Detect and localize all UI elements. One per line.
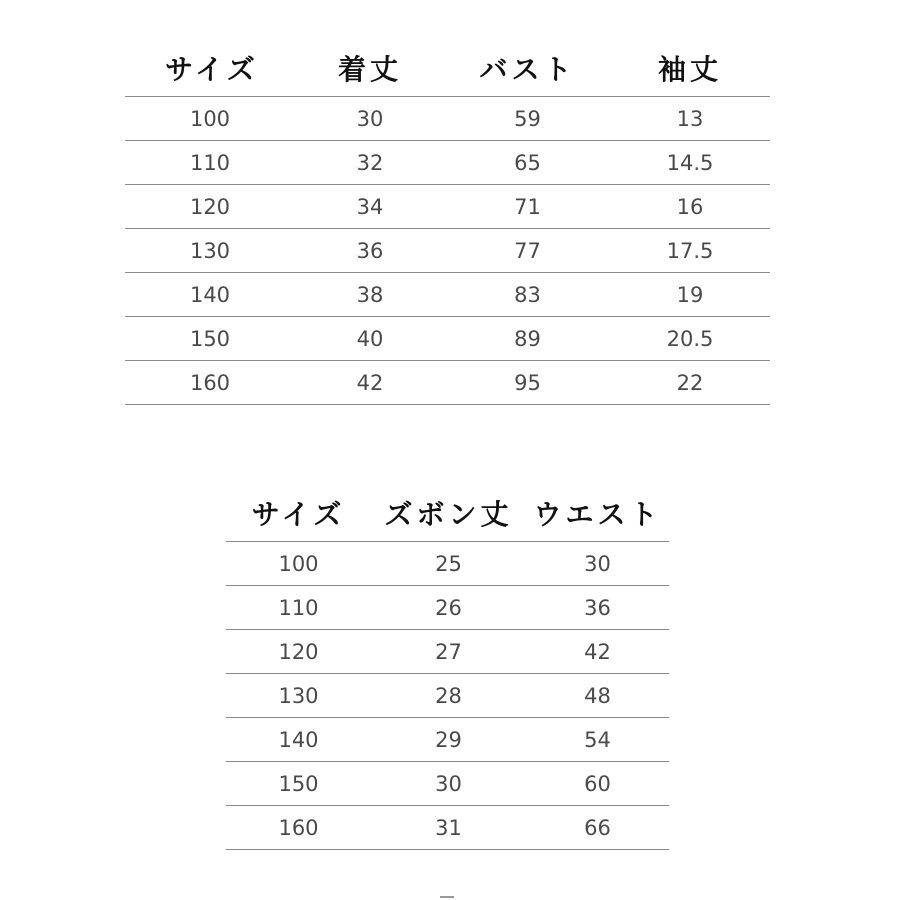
divider-mark <box>440 896 454 898</box>
table-row <box>125 185 770 229</box>
table-row <box>226 718 669 762</box>
table-cell: 140 <box>189 282 231 307</box>
table-cell: 150 <box>278 771 319 796</box>
tops-header-sleeve: 袖丈 <box>657 53 722 86</box>
table-row <box>226 586 669 630</box>
table-cell: 34 <box>356 194 384 219</box>
table-cell: 36 <box>356 238 384 263</box>
table-cell: 32 <box>356 150 384 175</box>
table-cell: 110 <box>189 150 231 175</box>
table-row <box>125 317 770 361</box>
table-cell: 28 <box>435 683 462 708</box>
table-cell: 140 <box>278 727 319 752</box>
table-cell: 83 <box>514 282 541 307</box>
table-row <box>226 674 669 718</box>
tops-table-body <box>125 97 770 405</box>
table-cell: 160 <box>189 370 231 395</box>
table-cell: 30 <box>356 106 384 131</box>
table-cell: 59 <box>514 106 541 131</box>
tops-size-table <box>125 40 770 405</box>
bottoms-header-waist: ウエスト <box>533 498 662 531</box>
table-cell: 71 <box>514 194 541 219</box>
table-cell: 27 <box>435 639 462 664</box>
table-cell: 20.5 <box>666 326 714 351</box>
bottoms-header-row <box>226 485 669 542</box>
table-cell: 48 <box>584 683 611 708</box>
table-cell: 89 <box>514 326 541 351</box>
bottoms-size-table <box>226 485 669 850</box>
table-cell: 120 <box>189 194 231 219</box>
table-cell: 31 <box>435 815 462 840</box>
table-cell: 42 <box>356 370 384 395</box>
table-cell: 25 <box>435 551 462 576</box>
table-cell: 54 <box>584 727 611 752</box>
table-cell: 60 <box>584 771 611 796</box>
tops-header-row <box>125 40 770 97</box>
table-row <box>125 361 770 405</box>
table-cell: 130 <box>189 238 231 263</box>
tops-header-length: 着丈 <box>337 53 402 86</box>
table-row <box>226 806 669 850</box>
table-cell: 42 <box>584 639 611 664</box>
tops-header-size: サイズ <box>165 53 259 86</box>
bottoms-header-pants-length: ズボン丈 <box>384 498 513 531</box>
table-cell: 120 <box>278 639 319 664</box>
table-cell: 95 <box>514 370 541 395</box>
table-cell: 150 <box>189 326 231 351</box>
table-cell: 110 <box>278 595 319 620</box>
table-cell: 100 <box>189 106 231 131</box>
table-cell: 14.5 <box>666 150 714 175</box>
bottoms-table-body <box>226 542 669 850</box>
table-row <box>226 542 669 586</box>
table-cell: 40 <box>356 326 384 351</box>
table-cell: 77 <box>514 238 541 263</box>
table-row <box>125 97 770 141</box>
tops-header-bust: バスト <box>479 53 576 86</box>
table-cell: 16 <box>676 194 704 219</box>
table-cell: 13 <box>676 106 704 131</box>
table-cell: 36 <box>584 595 611 620</box>
table-cell: 30 <box>584 551 611 576</box>
table-cell: 26 <box>435 595 462 620</box>
table-row <box>125 273 770 317</box>
table-row <box>125 141 770 185</box>
table-row <box>226 762 669 806</box>
table-row <box>125 229 770 273</box>
table-cell: 65 <box>514 150 541 175</box>
table-row <box>226 630 669 674</box>
table-cell: 29 <box>435 727 462 752</box>
table-cell: 130 <box>278 683 319 708</box>
bottoms-header-size: サイズ <box>251 498 346 531</box>
table-cell: 38 <box>356 282 384 307</box>
table-cell: 17.5 <box>666 238 714 263</box>
table-cell: 30 <box>435 771 462 796</box>
table-cell: 22 <box>676 370 704 395</box>
table-cell: 66 <box>584 815 611 840</box>
table-cell: 100 <box>278 551 319 576</box>
table-cell: 19 <box>676 282 704 307</box>
table-cell: 160 <box>278 815 319 840</box>
